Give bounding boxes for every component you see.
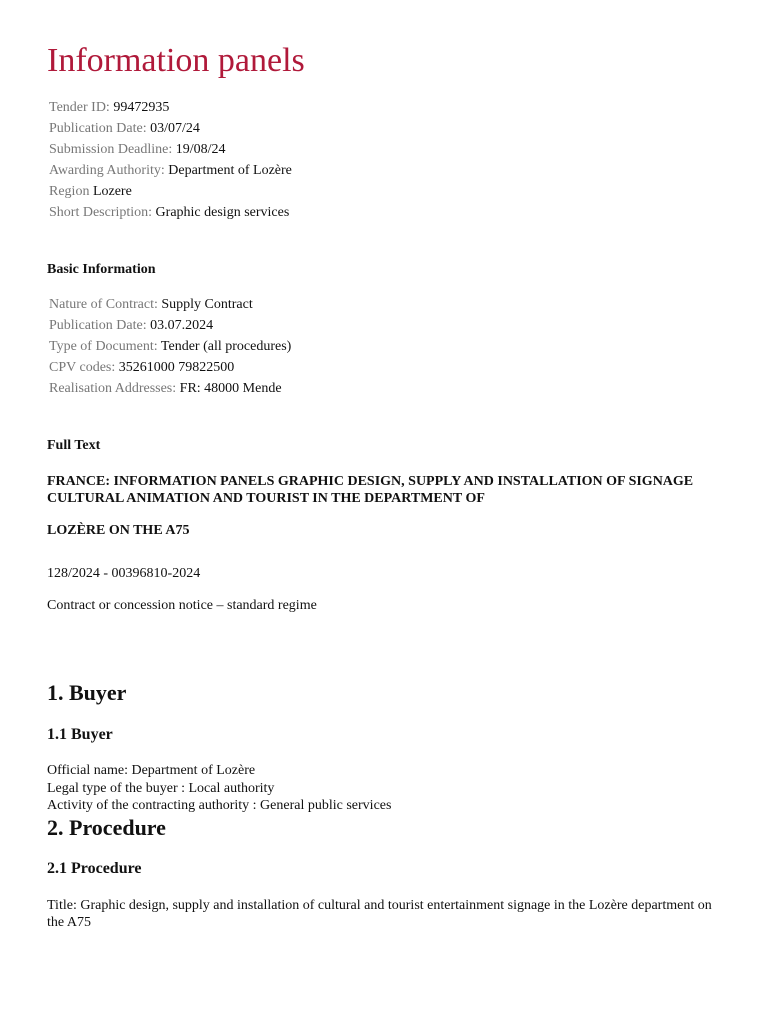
basic-value: Supply Contract (161, 297, 253, 312)
buyer-activity: Activity of the contracting authority : General public services (47, 798, 392, 813)
basic-label: Publication Date: (49, 318, 147, 333)
procedure-title: Title: Graphic design, supply and installation of cultural and tourist entertainment signage in the Lozère department on the A75 (47, 898, 712, 930)
notice-headline-continued: LOZÈRE ON THE A75 (47, 523, 190, 538)
buyer-official-name: Official name: Department of Lozère (47, 763, 256, 778)
meta-value: 03/07/24 (150, 121, 200, 136)
meta-row-short-description (49, 202, 292, 223)
meta-label: Region (49, 184, 90, 199)
meta-label: Submission Deadline: (49, 142, 173, 157)
basic-value: Tender (all procedures) (160, 339, 292, 354)
basic-label: Type of Document: (49, 339, 158, 354)
meta-row-awarding-authority (49, 160, 292, 181)
meta-label: Short Description: (49, 205, 153, 220)
page-title: Information panels (47, 42, 305, 79)
meta-value: Graphic design services (155, 205, 290, 220)
buyer-subsection-heading: 1.1 Buyer (47, 726, 113, 743)
meta-value: 99472935 (113, 100, 170, 115)
buyer-section-heading: 1. Buyer (47, 680, 127, 705)
basic-value: FR: 48000 Mende (179, 381, 282, 396)
basic-row-realisation-addresses (49, 378, 291, 399)
meta-label: Awarding Authority: (49, 163, 165, 178)
meta-label: Publication Date: (49, 121, 147, 136)
basic-label: Nature of Contract: (49, 297, 158, 312)
full-text-heading: Full Text (47, 438, 101, 453)
meta-value: 19/08/24 (175, 142, 226, 157)
basic-row-nature-of-contract (49, 294, 291, 315)
procedure-section-heading: 2. Procedure (47, 815, 166, 840)
meta-value: Lozere (92, 184, 132, 199)
meta-value: Department of Lozère (168, 163, 292, 178)
meta-row-submission-deadline (49, 139, 292, 160)
tender-meta-list (49, 97, 292, 223)
basic-information-heading: Basic Information (47, 262, 156, 277)
meta-row-tender-id (49, 97, 292, 118)
notice-type: Contract or concession notice – standard regime (47, 598, 317, 613)
meta-label: Tender ID: (49, 100, 110, 115)
buyer-details (47, 762, 391, 815)
basic-information-list (49, 294, 291, 399)
basic-row-type-of-document (49, 336, 291, 357)
notice-number: 128/2024 - 00396810-2024 (47, 566, 201, 581)
meta-row-region (49, 181, 292, 202)
basic-value: 35261000 79822500 (118, 360, 235, 375)
basic-label: CPV codes: (49, 360, 116, 375)
basic-label: Realisation Addresses: (49, 381, 177, 396)
buyer-legal-type: Legal type of the buyer : Local authority (47, 780, 275, 796)
meta-row-publication-date (49, 118, 292, 139)
basic-row-publication-date (49, 315, 291, 336)
procedure-subsection-heading: 2.1 Procedure (47, 860, 142, 877)
notice-headline: FRANCE: INFORMATION PANELS GRAPHIC DESIGN, SUPPLY AND INSTALLATION OF SIGNAGE CULTURAL ANIMATION AND TOURIST IN THE DEPARTMENT OF (47, 474, 694, 506)
basic-row-cpv-codes (49, 357, 291, 378)
basic-value: 03.07.2024 (150, 318, 214, 333)
